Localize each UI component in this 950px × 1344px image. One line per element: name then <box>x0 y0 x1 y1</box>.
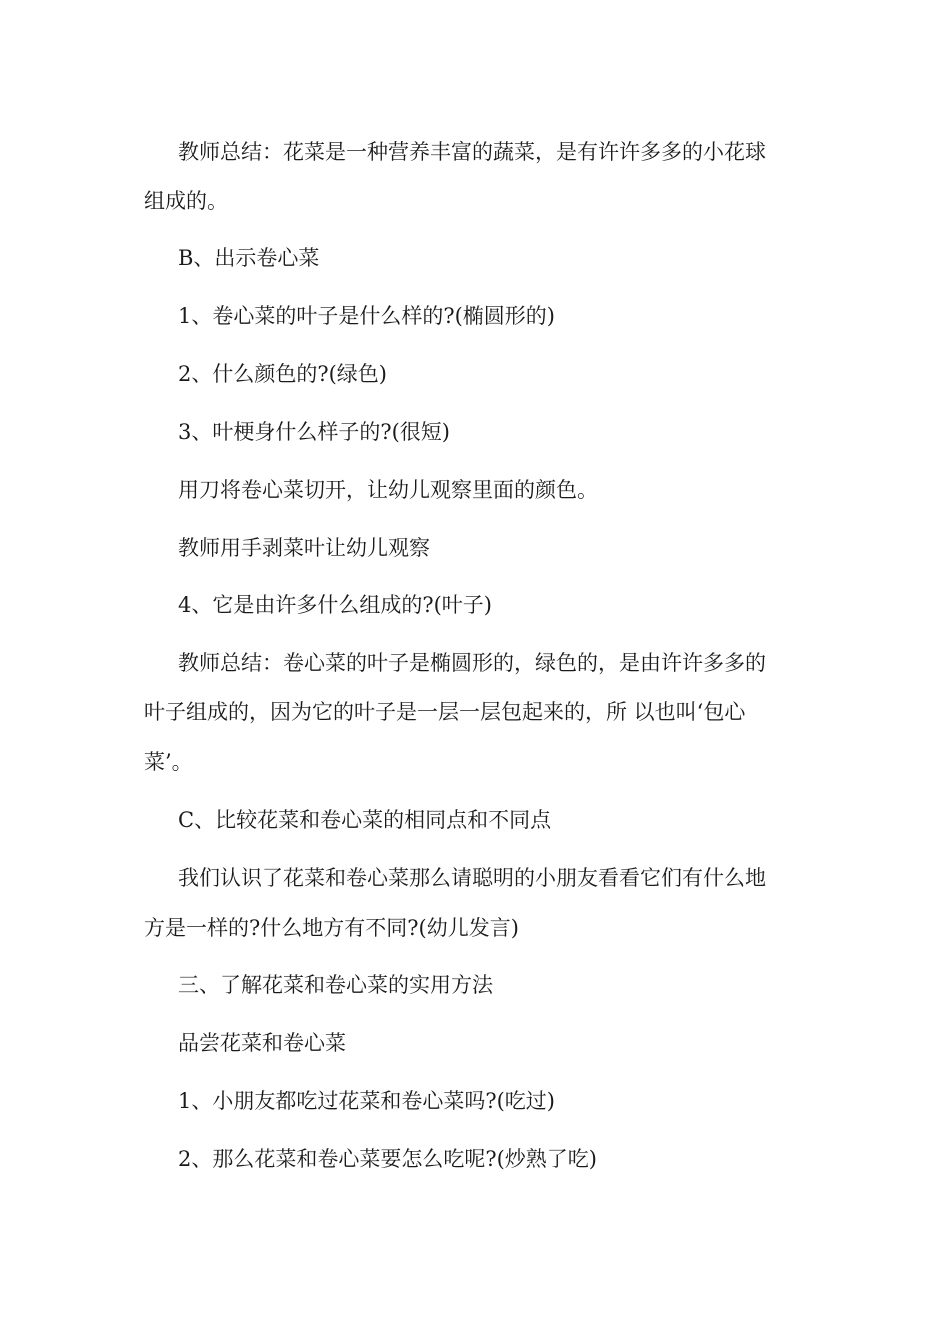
paragraph-line: 品尝花菜和卷心菜 <box>178 1031 346 1055</box>
paragraph-line: 教师总结：花菜是一种营养丰富的蔬菜，是有许许多多的小花球 <box>178 140 766 164</box>
list-item: 3、叶梗身什么样子的?(很短) <box>178 420 451 444</box>
paragraph-line: 组成的。 <box>144 189 228 213</box>
section-heading: 三、了解花菜和卷心菜的实用方法 <box>178 973 493 997</box>
section-heading: B、出示卷心菜 <box>178 246 320 270</box>
list-item: 4、它是由许多什么组成的?(叶子) <box>178 593 493 617</box>
paragraph-line: 方是一样的?什么地方有不同?(幼儿发言) <box>144 916 519 940</box>
paragraph-line: 教师总结：卷心菜的叶子是椭圆形的，绿色的，是由许许多多的 <box>178 651 766 675</box>
list-item: 1、小朋友都吃过花菜和卷心菜吗?(吃过) <box>178 1089 556 1113</box>
section-heading: C、比较花菜和卷心菜的相同点和不同点 <box>178 808 552 832</box>
list-item: 2、什么颜色的?(绿色) <box>178 362 388 386</box>
paragraph-line: 叶子组成的，因为它的叶子是一层一层包起来的，所 以也叫‘包心 <box>144 700 746 724</box>
paragraph-line: 用刀将卷心菜切开，让幼儿观察里面的颜色。 <box>178 478 598 502</box>
paragraph-line: 教师用手剥菜叶让幼儿观察 <box>178 536 430 560</box>
list-item: 2、那么花菜和卷心菜要怎么吃呢?(炒熟了吃) <box>178 1147 598 1171</box>
list-item: 1、卷心菜的叶子是什么样的?(椭圆形的) <box>178 304 556 328</box>
paragraph-line: 我们认识了花菜和卷心菜那么请聪明的小朋友看看它们有什么地 <box>178 866 766 890</box>
paragraph-line: 菜’。 <box>144 750 193 774</box>
